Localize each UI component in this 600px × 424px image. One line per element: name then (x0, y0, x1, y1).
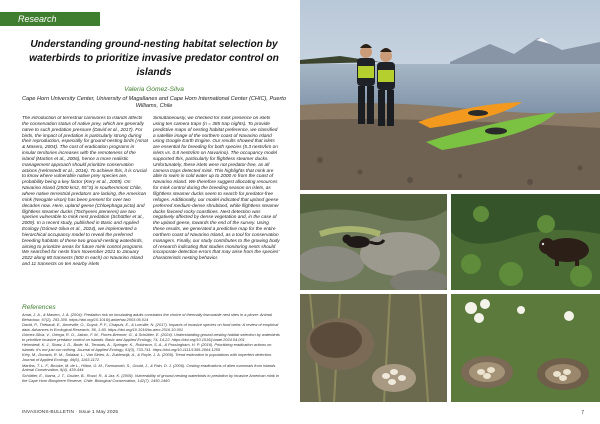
photo-page (300, 0, 600, 424)
author-affiliation: Cape Horn University Center, University of Magallanes and Cape Horn International Center (CHIC), Puerto Williams, Chile (22, 96, 286, 109)
photo-goose-nest (300, 294, 447, 402)
page-number: 7 (581, 410, 584, 416)
photo-duck-nest (451, 294, 600, 402)
article-title: Understanding ground-nesting habitat selection by waterbirds to prioritize invasive predator control on islands (29, 39, 279, 78)
reference-item: Martins, T. L. F., Brooke, M. de L., Hilton, G. M., Farnsworth, S., Gould, J., & Pain, D. J. (2006). Costing eradications of alien mammals from islands. Animal Conservation, 9(4), 439-444. (22, 362, 277, 373)
photo-mink-forest (451, 194, 600, 290)
reference-item: David, P., Thébault, E., Anneville, O., Duyck, P. F., Chapuis, E., & Loeuille, N. (2017). Impacts of invasive species on food webs: A review of empirical data. Advances in Ecological Research, 56, 1-60. https://doi.org/10.1016/bs.aecr.2016.10.001 (22, 322, 279, 333)
footer-issue: INVASIONS-BULLETIN · Issue 1 May 2025 (22, 410, 119, 415)
author-name: Valeria Gómez-Silva (124, 86, 184, 93)
body-column-1 (22, 116, 148, 304)
reference-item: Amat, J. A., & Masero, J. A. (2004). Predation risk on incubating adults constrains the choice of thermally favourable nest sites in a plover. Animal Behaviour, 67(2), 293-300. https://doi.org/10.1016/j.anbehav.2003.06.014 (22, 313, 272, 322)
body-text-1: The introduction of terrestrial carnivores to islands affects the conservation status of native prey, which are generally naïve to such predation pressure (David et al., 2017). For birds, the impact of predation is particularly strong during their reproduction, especially for ground-nesting birds (Amat & Masero, 2004). The cost of eradication programs in insular territories increases with the remoteness of the island (Martins et al., 2006), hence a more realistic management approach should prioritize conservation actions (Helmstedt et al., 2016). To achieve this, it is crucial to know where vulnerable native prey species are, probability being a key factor (Kery et al., 2009). On Navarino Island (2500 km2, 55°S) in southernmost Chile, where native terrestrial predators are lacking, the American mink (Neogale vison) has been present for over two decades now. Here, upland geese (Chloephaga picta) and flightless steamer ducks (Tachyeres pteneres) are two species vulnerable to mink nest predation (Schüttler et al., 2009). In a recent study, published in Basic and Applied Ecology (Gómez-Silva et al., 2024), we implemented a hierarchical occupancy model to reveal the preferred breeding habitats of these two ground-nesting waterbirds, aiming to prioritize areas for future mink control programs. We searched for nests from November 2021 to January 2022 along 80 transects (500 m each) on Navarino Island and 11 transects on ten nearby islets (22, 116, 148, 268)
body-column-2 (153, 116, 280, 296)
reference-item: Helmstedt, K. J., Shaw, J. D., Bode, M., Terauds, A., Springer, K., Robinson, S. A., & Possingham, H. P. (2016). Prioritizing eradication actions on islands: it's not just our nothing. Journal of Applied Ecology, 53(3), 733-741. https://doi.org/10.1111/1365-2664.1259 (22, 342, 272, 353)
photo-mink-rocks (300, 194, 447, 290)
reference-item: Schüttler, E., Ibarra, J. T., Gruber, B., Rozzi, R., & Jax, K. (2009). Vulnerability of ground-nesting waterbirds to predation by invasive American mink in the Cape Horn Biosphere Reserve, Chile. Biological Conservation, 142(7), 1450-1460. (22, 372, 279, 383)
photo-researchers-kayaks (300, 0, 600, 190)
reference-item: Gómez-Silva, V., Ortega, R. O., Jaksic, F. M., Flores-Brenner, G., & Schüttler, E. (2024). Understanding ground-nesting habitat selection by waterbirds to prioritize invasive predator control on islands. Basic and Applied Ecology, 74, 14-22. https://doi.org/10.1016/j.baae.2024.04.001 (22, 332, 280, 343)
references-list (22, 313, 282, 405)
body-text-2: Simultaneously, we checked for mink presence on islets using ten camera traps (n = 385 trap nights). To provide predictive maps of nesting habitat preference, we classified a satellite image of the northern coast of Navarino Island using Google Earth Engine. Our results showed that islets are essential for breeding for both species (5.3 nests/km on islets vs. 0.8 nests/km on Navarino). The occupancy model supported this, particularly for flightless steamer ducks. Unfortunately, these islets were not predator-free, as all camera traps detected mink. This highlights that mink are able to swim in cold water up to 2000 m from the coast of Navarino Island. We therefore suggest allocating resources for mink control during the breeding season on islets, as flightless steamer ducks seem to search for predator-free refuges. Additionally, our model indicated that upland geese preferred medium-dense shrubland, while flightless steamer ducks favored rocky coastlines. Nest detection was negatively affected by dense vegetation and, in the case of the upland geese, towards the end of the survey. Using these results, we generated a predictive map for the entire northern coast of Navarino Island, as a tool for conservation managers. Finally, our study contributes to the growing body of research indicating that studies monitoring nests should incorporate detection errors that may arise from the species' characteristic nesting behavior. (153, 116, 280, 262)
section-tag: Research (0, 12, 100, 26)
references-heading: References (22, 304, 56, 311)
reference-item: Kéry, M., Dorazio, R. M., Soldaat, L., Van Strien, A., Zuiderwijk, A., & Royle, J. A. (2009). Trend estimation in populations with imperfect detection. Journal of Applied Ecology, 46(6), 1163-1172. (22, 352, 273, 363)
